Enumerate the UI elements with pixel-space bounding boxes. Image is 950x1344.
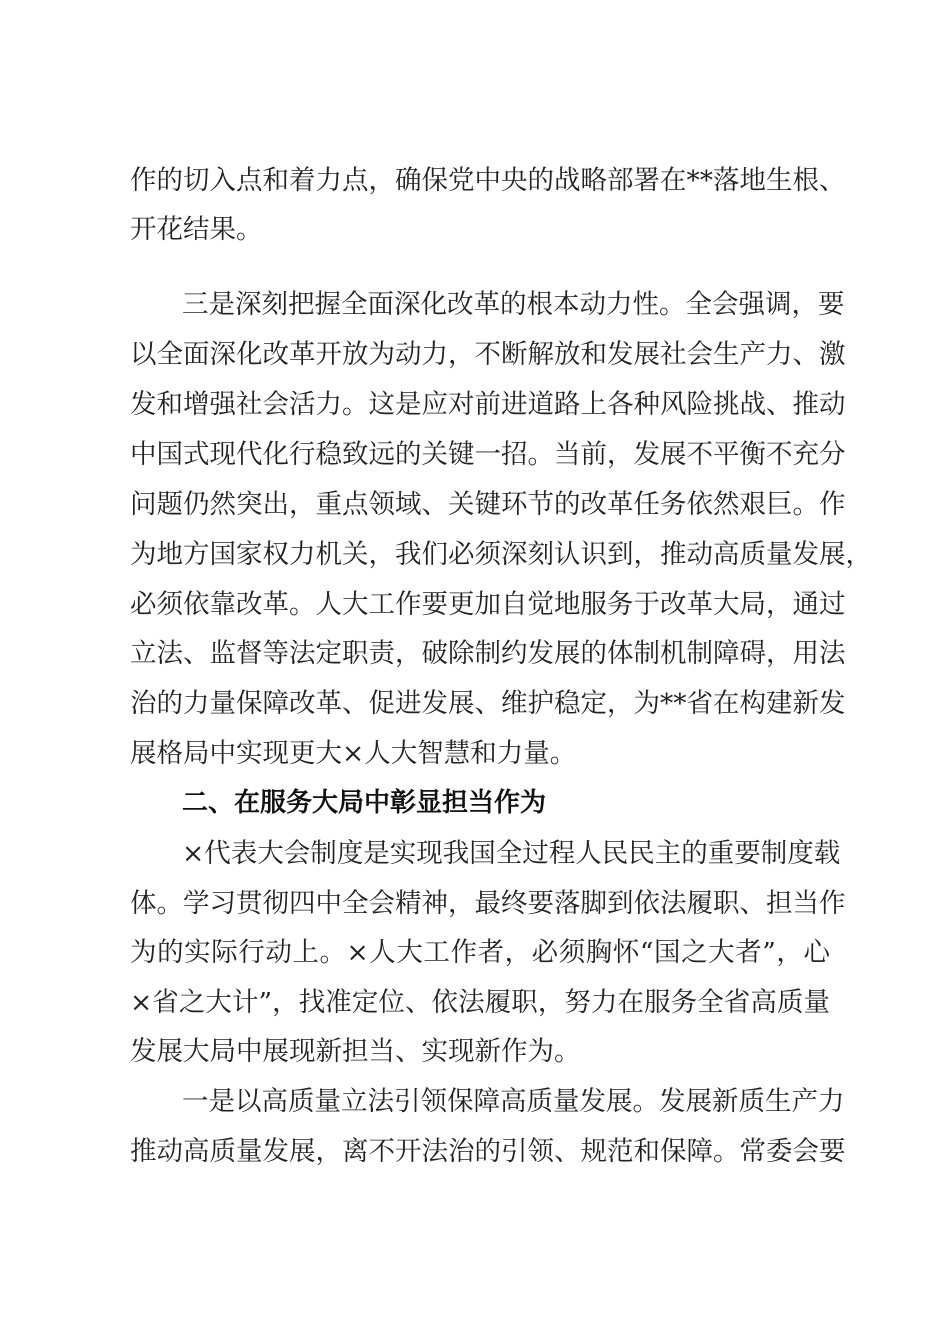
body-text-line: 以全面深化改革开放为动力，不断解放和发展社会生产力、激 xyxy=(130,339,846,370)
body-text-line: 为的实际行动上。×人大工作者，必须胸怀“国之大者”，心 xyxy=(130,937,830,968)
body-text-line: 问题仍然突出，重点领域、关键环节的改革任务依然艰巨。作 xyxy=(130,489,846,520)
body-text-line: 治的力量保障改革、促进发展、维护稳定，为**省在构建新发 xyxy=(130,688,846,719)
body-text-line: 必须依靠改革。人大工作要更加自觉地服务于改革大局，通过 xyxy=(130,589,846,620)
body-text-line: 开花结果。 xyxy=(130,214,263,245)
body-text-line: 体。学习贯彻四中全会精神，最终要落脚到依法履职、担当作 xyxy=(130,888,846,919)
paragraph-first-line: 三是深刻把握全面深化改革的根本动力性。全会强调，要 xyxy=(182,289,845,320)
section-heading: 二、在服务大局中彰显担当作为 xyxy=(182,788,547,818)
body-text-line: 立法、监督等法定职责，破除制约发展的体制机制障碍，用法 xyxy=(130,638,846,669)
body-text-line: 作的切入点和着力点，确保党中央的战略部署在**落地生根、 xyxy=(130,165,846,196)
paragraph-first-line: 一是以高质量立法引领保障高质量发展。发展新质生产力 xyxy=(182,1086,845,1117)
body-text-line: 为地方国家权力机关，我们必须深刻认识到，推动高质量发展， xyxy=(130,539,872,570)
body-text-line: 发展大局中展现新担当、实现新作为。 xyxy=(130,1036,581,1067)
body-text-line: 中国式现代化行稳致远的关键一招。当前，发展不平衡不充分 xyxy=(130,439,846,470)
body-text-line: 发和增强社会活力。这是应对前进道路上各种风险挑战、推动 xyxy=(130,389,846,420)
body-text-line: 推动高质量发展，离不开法治的引领、规范和保障。常委会要 xyxy=(130,1136,846,1167)
paragraph-first-line: ×代表大会制度是实现我国全过程人民民主的重要制度载 xyxy=(182,838,841,869)
body-text-line: ×省之大计”，找准定位、依法履职，努力在服务全省高质量 xyxy=(130,987,830,1018)
body-text-line: 展格局中实现更大×人大智慧和力量。 xyxy=(130,738,577,769)
